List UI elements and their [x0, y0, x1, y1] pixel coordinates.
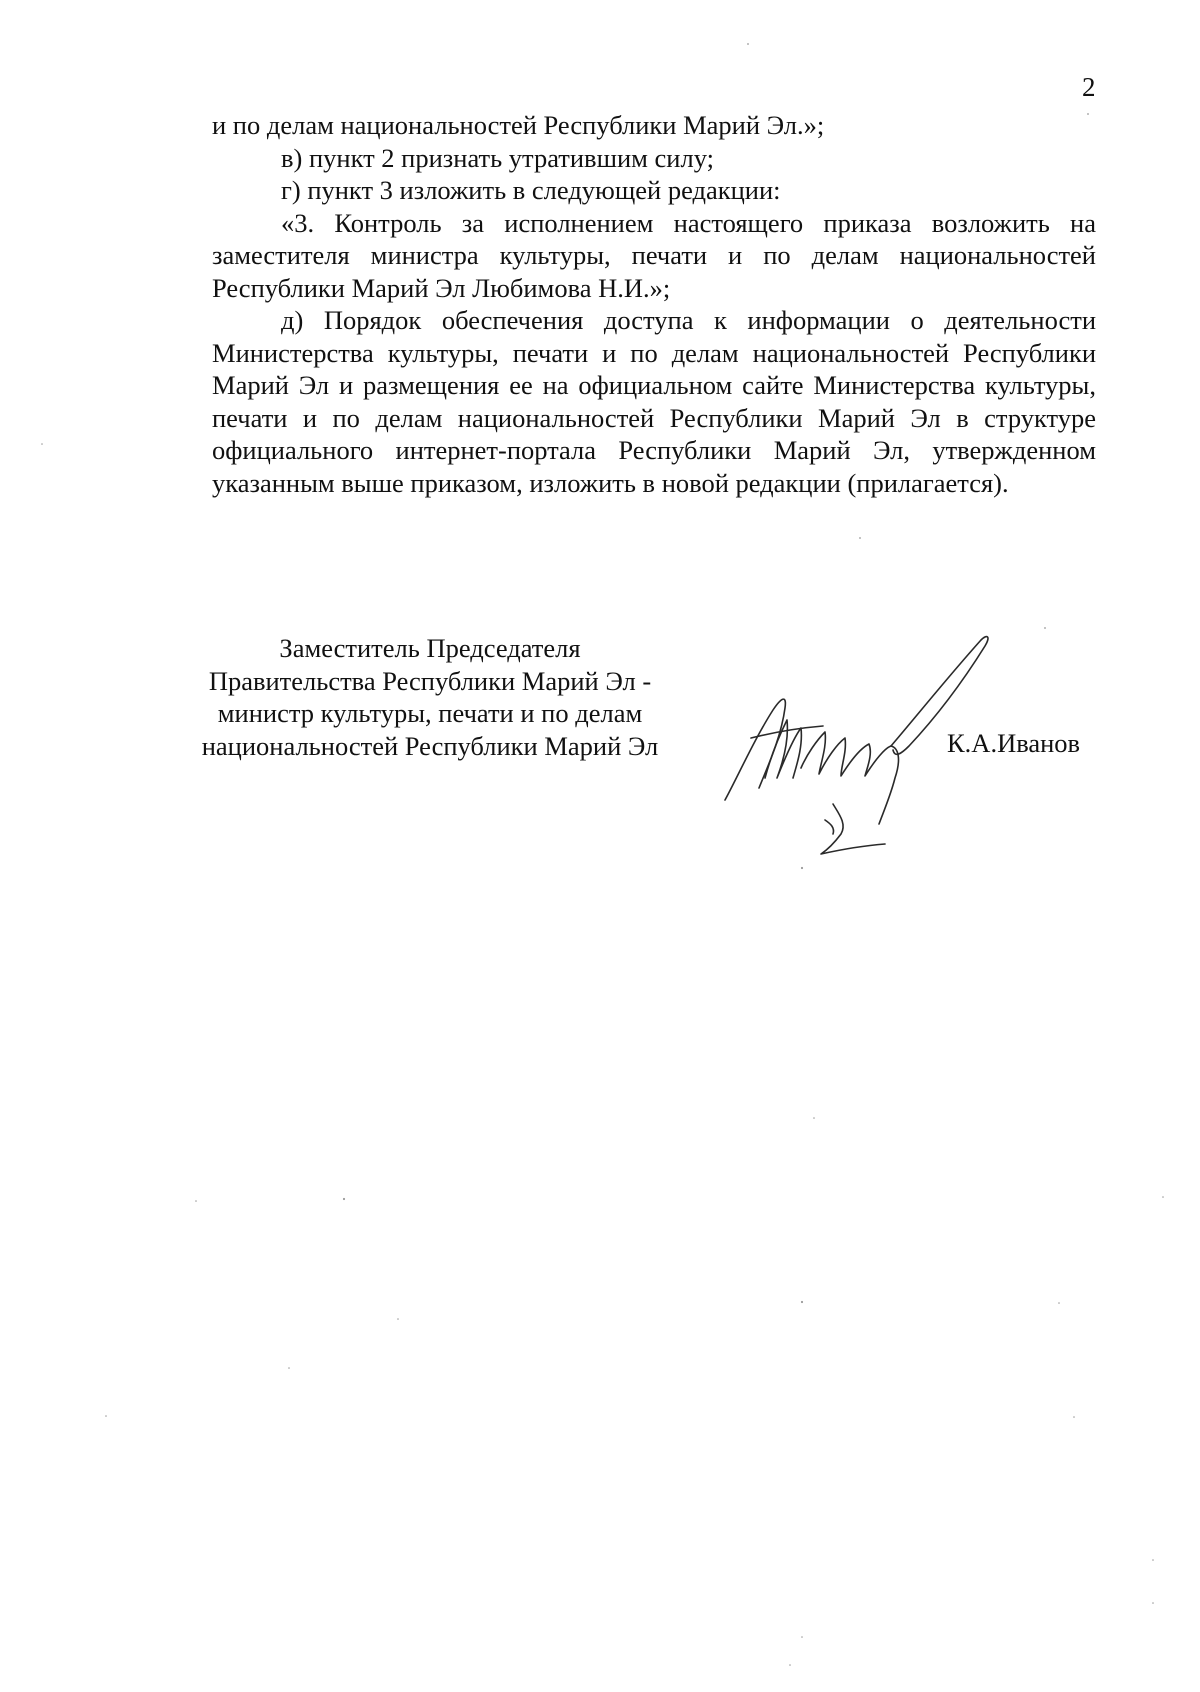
position-line: Правительства Республики Марий Эл - — [208, 665, 652, 696]
paragraph-control-clause: «3. Контроль за исполнением настоящего приказа возложить на заместителя министра культуры, печати и по делам национальностей Республики Марий Эл Любимова Н.И.»; — [212, 207, 1096, 303]
position-line: национальностей Республики Марий Эл — [201, 730, 659, 761]
paragraph-item-g: г) пункт 3 изложить в следующей редакции: — [281, 175, 781, 205]
paragraph-item-v: в) пункт 2 признать утратившим силу; — [281, 142, 714, 173]
position-line: министр культуры, печати и по делам — [217, 698, 643, 728]
paragraph-item-d: д) Порядок обеспечения доступа к информации о деятельности Министерства культуры, печати и по делам национальностей Республики Марий Эл и размещения ее на официальном сайте Министерства культуры, печати и по делам национальностей Республики Марий Эл в структуре официального интернет-портала Республики Марий Эл, утвержденном указанным выше приказом, изложить в новой редакции (прилагается). — [212, 305, 1096, 498]
page-number: 2 — [1082, 72, 1096, 102]
signer-name: К.А.Иванов — [947, 728, 1081, 758]
position-line: Заместитель Председателя — [279, 633, 581, 663]
paragraph-continuation: и по делам национальностей Республики Марий Эл.»; — [212, 110, 825, 140]
